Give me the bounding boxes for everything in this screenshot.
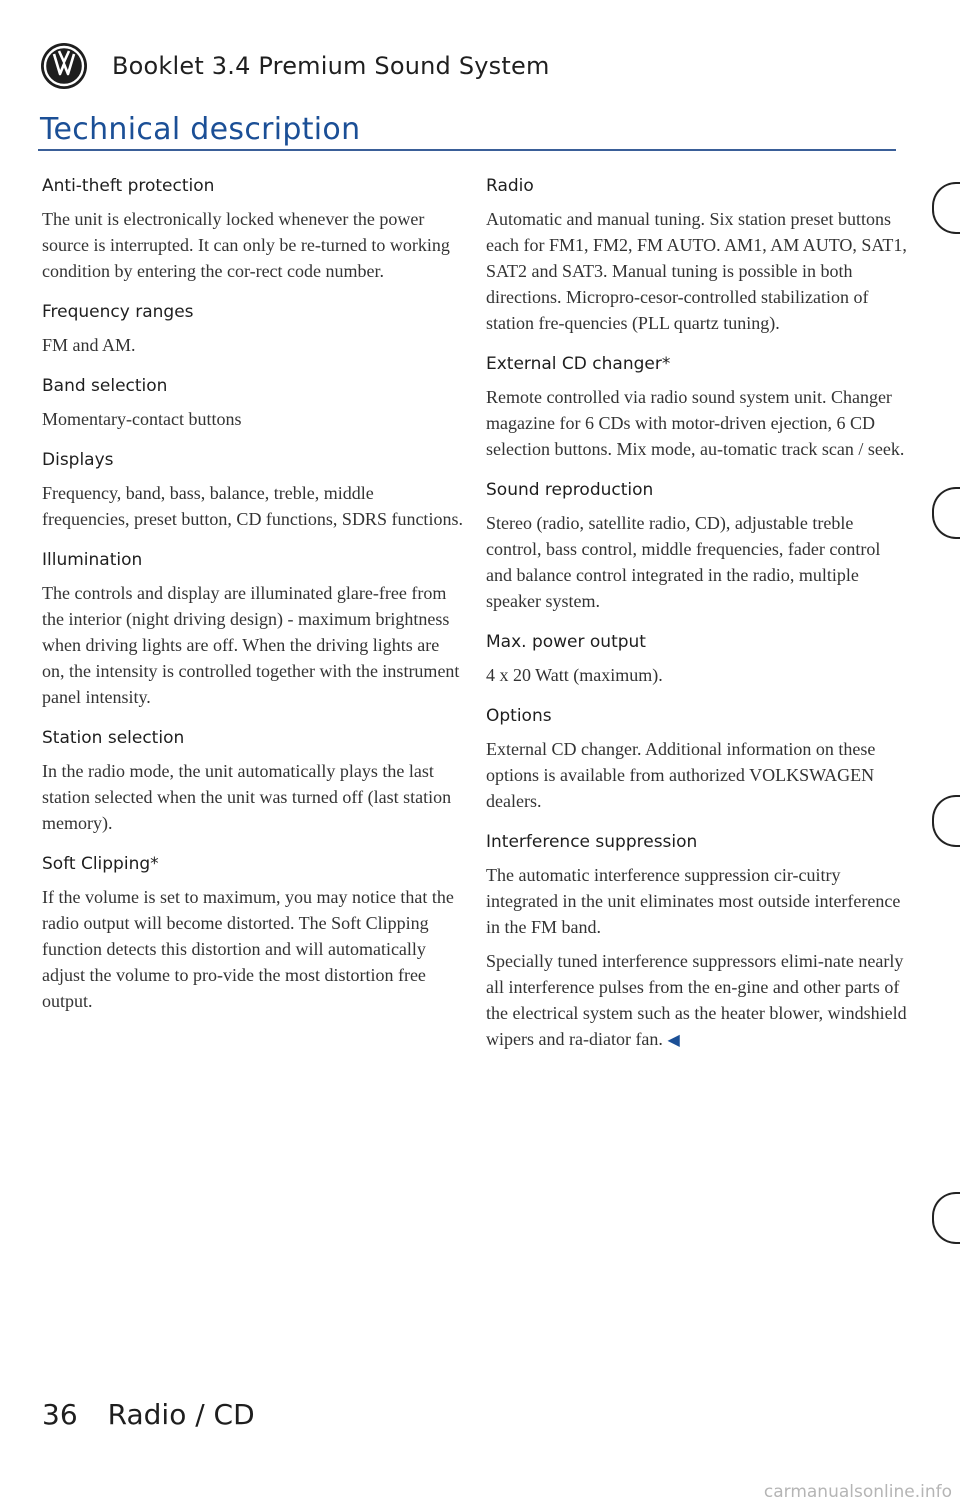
- booklet-title: Booklet 3.4 Premium Sound System: [112, 52, 550, 80]
- spec-section: [42, 850, 464, 1014]
- spec-section: [42, 298, 464, 358]
- spec-section: [486, 350, 908, 462]
- paragraph-text: Remote controlled via radio sound system unit. Changer magazine for 6 CDs with motor-driven ejection, 6 CD selection buttons. Mix mode, au-tomatic track scan / seek.: [486, 387, 905, 459]
- section-end-mark: ◀: [667, 1032, 680, 1049]
- section-paragraph: [42, 406, 464, 432]
- paragraph-text: Frequency, band, bass, balance, treble, middle frequencies, preset button, CD functions, SDRS functions.: [42, 483, 463, 529]
- spec-section: [42, 724, 464, 836]
- paragraph-text: Stereo (radio, satellite radio, CD), adjustable treble control, bass control, middle frequencies, fader control and balance control integrated in the radio, multiple speaker system.: [486, 513, 881, 611]
- paragraph-text: Automatic and manual tuning. Six station preset buttons each for FM1, FM2, FM AUTO. AM1, AM AUTO, SAT1, SAT2 and SAT3. Manual tuning is possible in both directions. Micropro-cesor-controlled stabilization of station fre-quencies (PLL quartz tuning).: [486, 209, 907, 333]
- spec-section: [42, 546, 464, 710]
- section-paragraph: [42, 206, 464, 284]
- page-tab-marker: [932, 182, 960, 234]
- section-heading: Interference suppression: [486, 832, 698, 852]
- page-header: [40, 40, 550, 92]
- spec-section: [42, 172, 464, 284]
- paragraph-text: The controls and display are illuminated glare-free from the interior (night driving design) - maximum brightness when driving lights are off. When the driving lights are on, the intensity is controlled together with the instrument panel intensity.: [42, 583, 460, 707]
- section-paragraph: [42, 884, 464, 1014]
- section-paragraph: [486, 384, 908, 462]
- paragraph-text: If the volume is set to maximum, you may notice that the radio output will become distorted. The Soft Clipping function detects this distortion and will automatically adjust the volume to pro-vide the most distortion free output.: [42, 887, 454, 1011]
- left-column: [42, 172, 464, 1028]
- section-paragraph: [42, 480, 464, 532]
- section-heading: Anti-theft protection: [42, 176, 215, 196]
- section-heading: Sound reproduction: [486, 480, 654, 500]
- section-heading: Max. power output: [486, 632, 646, 652]
- section-heading: Radio: [486, 176, 534, 196]
- spec-section: [42, 446, 464, 532]
- spec-section: [486, 628, 908, 688]
- section-paragraph: [486, 662, 908, 688]
- section-paragraph: [42, 758, 464, 836]
- section-paragraph: [42, 332, 464, 358]
- section-heading: External CD changer*: [486, 354, 671, 374]
- section-paragraph: [486, 948, 908, 1054]
- page-tab-marker: [932, 1192, 960, 1244]
- chapter-title: Radio / CD: [107, 1398, 255, 1431]
- paragraph-text: 4 x 20 Watt (maximum).: [486, 665, 663, 685]
- spec-section: [486, 172, 908, 336]
- paragraph-text: In the radio mode, the unit automatically plays the last station selected when the unit was turned off (last station memory).: [42, 761, 452, 833]
- page-tab-marker: [932, 795, 960, 847]
- section-paragraph: [486, 206, 908, 336]
- section-heading: Illumination: [42, 550, 143, 570]
- section-heading: Band selection: [42, 376, 168, 396]
- section-heading: Frequency ranges: [42, 302, 194, 322]
- watermark: carmanualsonline.info: [763, 1482, 952, 1502]
- paragraph-text: The unit is electronically locked whenever the power source is interrupted. It can only be re-turned to working condition by entering the cor-rect code number.: [42, 209, 450, 281]
- spec-section: [486, 476, 908, 614]
- section-heading: Displays: [42, 450, 114, 470]
- page-footer: [42, 1398, 255, 1431]
- section-heading: Soft Clipping*: [42, 854, 159, 874]
- vw-logo-icon: [40, 42, 88, 90]
- paragraph-text: Specially tuned interference suppressors elimi-nate nearly all interference pulses from the en-gine and other parts of the electrical system such as the heater blower, windshield wipers and ra-diator fan.: [486, 951, 907, 1049]
- page-number: 36: [42, 1398, 78, 1431]
- paragraph-text: External CD changer. Additional information on these options is available from authorized VOLKSWAGEN dealers.: [486, 739, 876, 811]
- section-heading: Options: [486, 706, 552, 726]
- paragraph-text: Momentary-contact buttons: [42, 409, 242, 429]
- spec-section: [42, 372, 464, 432]
- title-rule: [38, 149, 896, 151]
- section-paragraph: [486, 510, 908, 614]
- section-paragraph: [486, 862, 908, 940]
- section-paragraph: [486, 736, 908, 814]
- paragraph-text: The automatic interference suppression cir-cuitry integrated in the unit eliminates most outside interference in the FM band.: [486, 865, 901, 937]
- section-title: Technical description: [40, 112, 361, 147]
- spec-section: [486, 702, 908, 814]
- section-heading: Station selection: [42, 728, 185, 748]
- spec-section: [486, 828, 908, 1054]
- paragraph-text: FM and AM.: [42, 335, 136, 355]
- section-paragraph: [42, 580, 464, 710]
- page-tab-marker: [932, 487, 960, 539]
- right-column: [486, 172, 908, 1068]
